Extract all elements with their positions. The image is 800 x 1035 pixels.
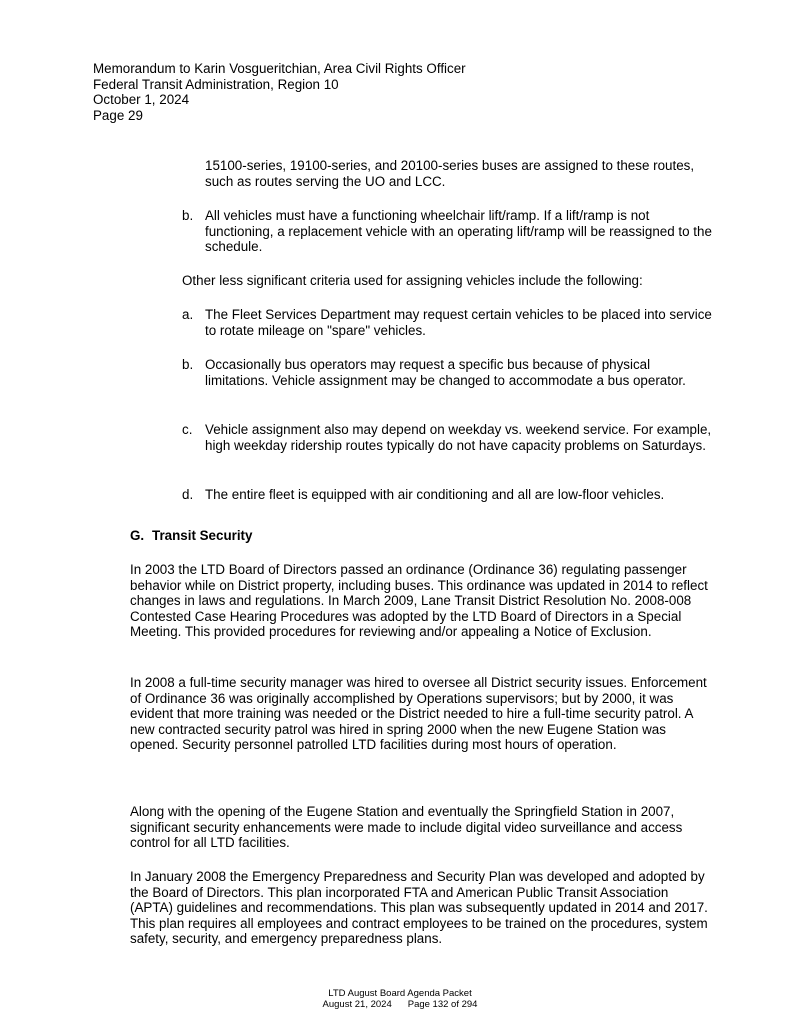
list-text: Occasionally bus operators may request a specific bus because of physical limitations. Vehicle assignment may be changed to accommodate a bus operator. (205, 357, 686, 388)
list-item (182, 422, 712, 453)
footer-page-number: Page 132 of 294 (407, 999, 478, 1010)
list-item (182, 307, 712, 338)
list-item (182, 357, 712, 388)
page-footer (0, 988, 800, 1010)
list-marker: c. (182, 422, 193, 437)
paragraph-emergency-plan: In January 2008 the Emergency Preparedness and Security Plan was developed and adopted by the Board of Directors. This plan incorporated FTA and American Public Transit Association (APTA) guidelines and recommendations. This plan was subsequently updated in 2014 and 2017. This plan requires all employees and contract employees to be trained on the procedures, system safety, security, and emergency preparedness plans. (130, 869, 708, 947)
list-item (182, 208, 712, 255)
list-marker: b. (182, 357, 194, 372)
list-marker: d. (182, 487, 194, 502)
memo-header (93, 61, 466, 123)
list-text: Vehicle assignment also may depend on weekday vs. weekend service. For example, high weekday ridership routes typically do not have capacity problems on Saturdays. (205, 422, 712, 453)
section-title: Transit Security (152, 528, 253, 543)
criteria-intro: Other less significant criteria used for assigning vehicles include the following: (182, 273, 643, 288)
paragraph-stations: Along with the opening of the Eugene Station and eventually the Springfield Station in 2007, significant security enhancements were made to include digital video surveillance and access control for all LTD facilities. (130, 804, 683, 851)
paragraph-security-manager: In 2008 a full-time security manager was hired to oversee all District security issues. Enforcement of Ordinance 36 was originally accomplished by Operations supervisors; but by 2000, it was evident that more training was needed or the District needed to hire a full-time security patrol. A new contracted security patrol was hired in spring 2000 when the new Eugene Station was opened. Security personnel patrolled LTD facilities during most hours of operation. (130, 675, 707, 753)
section-marker: G. (130, 528, 145, 543)
list-item (182, 487, 712, 503)
footer-packet: LTD August Board Agenda Packet (328, 988, 472, 999)
footer-date: August 21, 2024 (322, 999, 392, 1010)
paragraph-ordinance: In 2003 the LTD Board of Directors passed an ordinance (Ordinance 36) regulating passenger behavior while on District property, including buses. This ordinance was updated in 2014 to reflect changes in laws and regulations. In March 2009, Lane Transit District Resolution No. 2008-008 Contested Case Hearing Procedures was adopted by the LTD Board of Directors in a Special Meeting. This provided procedures for reviewing and/or appealing a Notice of Exclusion. (130, 562, 708, 640)
header-date: October 1, 2024 (93, 92, 190, 108)
section-heading (130, 528, 252, 544)
list-text: The entire fleet is equipped with air conditioning and all are low-floor vehicles. (205, 487, 665, 502)
list-marker: a. (182, 307, 194, 322)
list-text: The Fleet Services Department may request certain vehicles to be placed into service to rotate mileage on "spare" vehicles. (205, 307, 712, 338)
header-agency: Federal Transit Administration, Region 10 (93, 76, 339, 92)
continuation-text: 15100-series, 19100-series, and 20100-series buses are assigned to these routes, such as routes serving the UO and LCC. (205, 158, 695, 189)
header-recipient: Memorandum to Karin Vosgueritchian, Area Civil Rights Officer (93, 61, 466, 76)
list-text: All vehicles must have a functioning wheelchair lift/ramp. If a lift/ramp is not functioning, a replacement vehicle with an operating lift/ramp will be reassigned to the schedule. (205, 208, 712, 255)
list-marker: b. (182, 208, 194, 223)
header-page: Page 29 (93, 107, 143, 123)
